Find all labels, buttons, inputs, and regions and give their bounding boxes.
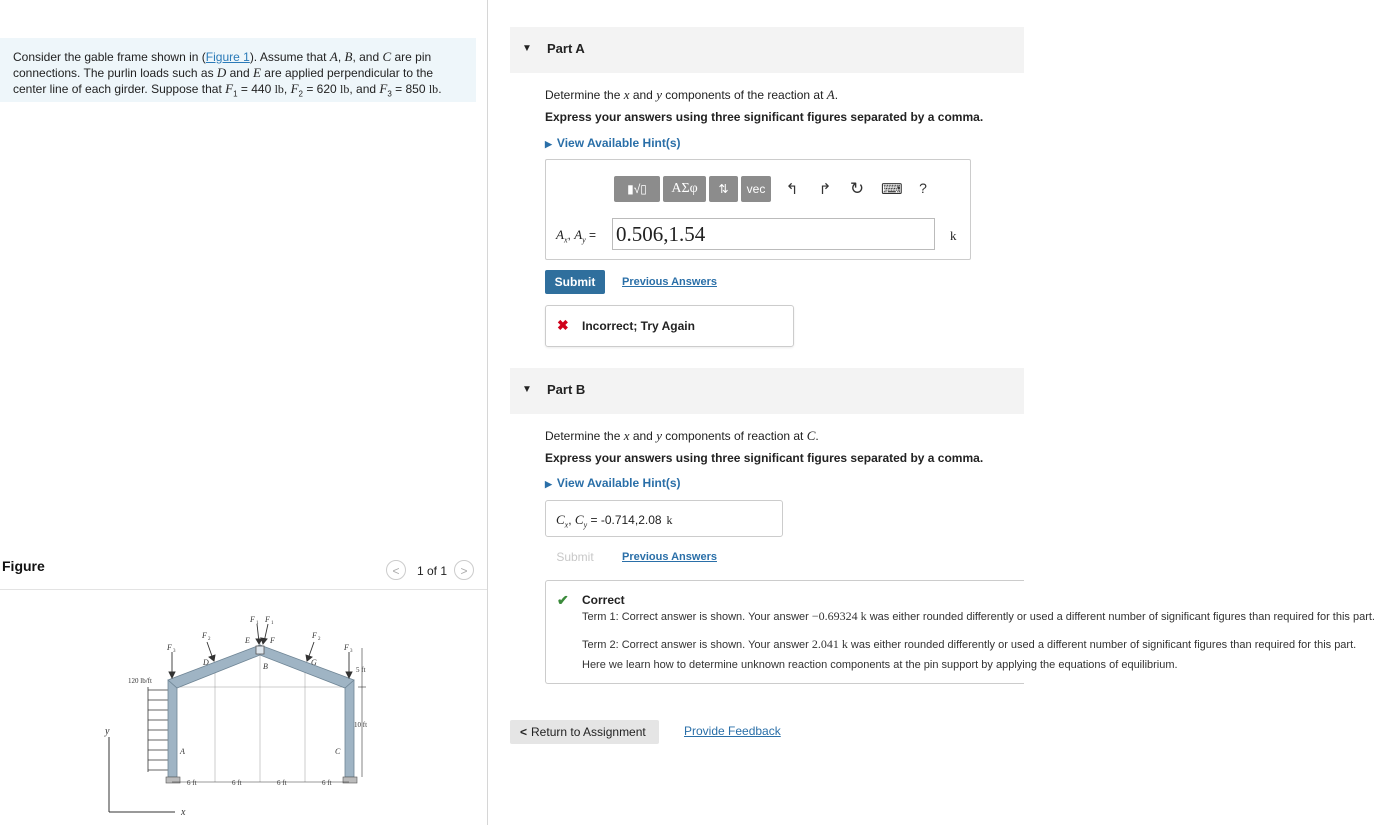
part-b-caret-icon[interactable]: ▼	[522, 384, 532, 395]
part-b-unit: k	[666, 513, 673, 527]
label-sub-y: y	[583, 520, 588, 530]
gable-frame-figure	[100, 612, 380, 822]
problem-text-part: are pin connections. The purlin loads such as	[13, 50, 432, 80]
problem-text-part: and	[226, 66, 253, 80]
left-column	[168, 680, 177, 777]
problem-text-part: are applied perpendicular to the center line of each girder. Suppose that	[13, 66, 434, 96]
f1-unit: lb	[274, 82, 284, 96]
part-a-header[interactable]	[510, 27, 1024, 73]
part-a-instruction: Express your answers using three significant figures separated by a comma.	[545, 110, 984, 124]
label-sep: ,	[567, 228, 575, 242]
f3-unit: lb	[428, 82, 439, 96]
point-a-label: A	[180, 747, 185, 756]
feedback-summary: Here we learn how to determine unknown reaction components at the pin support by applying the equations of equilibrium.	[582, 659, 1178, 671]
symbols-button[interactable]: ΑΣφ	[663, 176, 706, 202]
label-sub-x: x	[564, 520, 569, 530]
f3-symbol: F	[379, 81, 388, 96]
reset-icon[interactable]: ↻	[849, 179, 865, 198]
load-f2-right-sub: 2	[318, 637, 321, 642]
left-girder	[168, 645, 260, 688]
load-f1-left-label: F	[250, 615, 255, 624]
point-d-label: D	[203, 658, 209, 667]
question-text: and	[629, 88, 657, 102]
question-text: components of the reaction at	[661, 88, 827, 102]
part-b-header[interactable]	[510, 368, 1024, 414]
arrows-button[interactable]: ⇅	[709, 176, 738, 202]
question-var-y: y	[656, 428, 662, 443]
pin-b	[256, 646, 264, 654]
part-b-previous-answers-link[interactable]: Previous Answers	[622, 551, 717, 563]
hint-caret-icon: ▶	[545, 479, 552, 489]
problem-text-part: ,	[337, 50, 345, 64]
f1-value: = 440	[237, 82, 275, 96]
point-f-label: F	[270, 636, 275, 645]
part-b-submit-button: Submit	[556, 550, 594, 564]
dim-6ft-3-label: 6 ft	[277, 779, 287, 787]
problem-text-part: ,	[283, 82, 291, 96]
part-b-answer-value: -0.714,2.08	[600, 513, 662, 527]
part-a-submit-button[interactable]: Submit	[545, 270, 605, 294]
f3-value: = 850	[391, 82, 429, 96]
question-text: .	[834, 88, 839, 102]
question-text: Determine the	[545, 88, 624, 102]
point-g-label: G	[311, 658, 317, 667]
var-d: D	[216, 65, 227, 80]
correct-title: Correct	[582, 593, 625, 607]
hint-label: View Available Hint(s)	[556, 136, 681, 150]
right-column	[345, 680, 354, 777]
term2-value: 2.041	[811, 637, 839, 651]
check-icon: ✔	[557, 592, 569, 608]
f3-subscript: 3	[387, 89, 392, 99]
var-b: B	[344, 49, 353, 64]
problem-text-part: Consider the gable frame shown in (	[13, 50, 206, 64]
question-text: and	[629, 429, 657, 443]
var-a: A	[329, 49, 338, 64]
figure-link[interactable]: Figure 1	[205, 50, 250, 64]
figure-pager-count: 1 of 1	[417, 564, 448, 578]
term1-feedback	[582, 609, 1375, 624]
part-a-question	[545, 87, 838, 103]
part-a-unit: k	[950, 228, 957, 243]
x-axis-label: x	[181, 807, 186, 818]
question-text: .	[815, 429, 819, 443]
part-b-answer-display	[556, 512, 673, 529]
question-var-y: y	[656, 87, 662, 102]
distributed-load-arrows	[148, 687, 168, 772]
question-point: C	[806, 428, 816, 443]
term2-text: Term 2: Correct answer is shown. Your answer	[582, 639, 812, 651]
part-a-title[interactable]: Part A	[547, 41, 585, 56]
point-e-label: E	[245, 636, 250, 645]
problem-text-part: , and	[352, 50, 383, 64]
right-girder	[260, 645, 354, 688]
term2-feedback	[582, 637, 1356, 652]
hint-label: View Available Hint(s)	[556, 476, 681, 490]
dimension-guides	[172, 637, 350, 782]
part-a-input-label	[556, 227, 596, 244]
load-f3-right-label: F	[344, 643, 349, 652]
figure-heading: Figure	[2, 558, 45, 574]
f2-value: = 620	[303, 82, 341, 96]
load-f1-left-sub: 1	[256, 621, 259, 626]
part-b-title[interactable]: Part B	[547, 382, 586, 397]
figure-prev-button[interactable]: <	[386, 560, 406, 580]
point-b-label: B	[263, 662, 268, 671]
incorrect-icon: ✖	[557, 317, 569, 333]
undo-icon[interactable]: ↰	[785, 181, 799, 198]
f1-symbol: F	[225, 81, 234, 96]
dim-10ft-label: 10 ft	[354, 721, 368, 729]
problem-text-part: .	[438, 82, 442, 96]
load-f3-left-sub: 3	[173, 649, 176, 654]
keyboard-icon[interactable]: ⌨	[881, 181, 903, 198]
label-sub-x: x	[563, 235, 568, 245]
problem-text-part: , and	[349, 82, 380, 96]
load-f1-right-sub: 1	[271, 621, 274, 626]
label-symbol-c: C	[574, 512, 584, 527]
question-point: A	[826, 87, 835, 102]
figure-divider	[0, 589, 487, 590]
part-a-feedback-text: Incorrect; Try Again	[582, 319, 695, 333]
figure-next-button[interactable]: >	[454, 560, 474, 580]
hint-caret-icon: ▶	[545, 139, 552, 149]
load-f2-left-label: F	[202, 631, 207, 640]
dim-6ft-2-label: 6 ft	[232, 779, 242, 787]
dim-6ft-4-label: 6 ft	[322, 779, 332, 787]
templates-button[interactable]: ▮√▯	[614, 176, 660, 202]
redo-icon[interactable]: ↱	[818, 181, 832, 198]
f2-subscript: 2	[298, 89, 303, 99]
part-a-answer-input[interactable]: 0.506,1.54	[612, 218, 935, 250]
distributed-load-label: 120 lb/ft	[128, 677, 152, 685]
term2-text: was either rounded differently or used a different number of significant figures than required for this part.	[847, 639, 1357, 651]
question-text: components of reaction at	[661, 429, 807, 443]
chevron-left-icon: <	[520, 725, 528, 739]
vec-button[interactable]: vec	[741, 176, 771, 202]
term1-text: was either rounded differently or used a different number of significant figures than required for this part.	[866, 611, 1375, 623]
load-f1-right-label: F	[265, 615, 270, 624]
label-eq: =	[585, 228, 597, 242]
panel-divider	[487, 0, 488, 825]
problem-text-part: ). Assume that	[249, 50, 330, 64]
label-eq: =	[587, 513, 601, 527]
part-a-caret-icon[interactable]: ▼	[522, 43, 532, 54]
part-b-feedback	[545, 580, 1375, 684]
provide-feedback-link[interactable]: Provide Feedback	[684, 724, 781, 738]
term1-unit: k	[857, 609, 867, 623]
help-icon[interactable]: ?	[919, 180, 927, 196]
part-a-hint-toggle[interactable]	[545, 136, 681, 150]
label-sub-y: y	[582, 235, 586, 245]
part-a-previous-answers-link[interactable]: Previous Answers	[622, 276, 717, 288]
label-sep: ,	[568, 513, 575, 527]
load-f3-right-sub: 3	[350, 649, 353, 654]
return-to-assignment-button[interactable]	[510, 720, 659, 744]
label-symbol-a: A	[556, 227, 564, 242]
part-b-instruction: Express your answers using three significant figures separated by a comma.	[545, 451, 984, 465]
question-var-x: x	[623, 87, 630, 102]
label-symbol-c: C	[556, 512, 565, 527]
term1-value: −0.69324	[811, 609, 858, 623]
var-e: E	[253, 65, 261, 80]
y-axis-label: y	[105, 726, 110, 737]
f2-symbol: F	[290, 81, 299, 96]
term2-unit: k	[838, 637, 848, 651]
term1-text: Term 1: Correct answer is shown. Your answer	[582, 611, 812, 623]
label-symbol-a: A	[574, 227, 583, 242]
return-label: Return to Assignment	[531, 725, 646, 739]
question-text: Determine the	[545, 429, 624, 443]
load-f2-left-sub: 2	[208, 637, 211, 642]
part-b-hint-toggle[interactable]	[545, 476, 681, 490]
problem-statement	[13, 49, 463, 101]
var-c: C	[382, 49, 392, 64]
f2-unit: lb	[340, 82, 350, 96]
dim-5ft-label: 5 ft	[356, 666, 366, 674]
f1-subscript: 1	[233, 89, 238, 99]
load-f3-left-label: F	[167, 643, 172, 652]
dim-6ft-1-label: 6 ft	[187, 779, 197, 787]
point-c-label: C	[335, 747, 341, 756]
part-b-question	[545, 428, 819, 444]
frame-members	[168, 645, 354, 777]
load-f2-right-label: F	[312, 631, 317, 640]
question-var-x: x	[623, 428, 630, 443]
